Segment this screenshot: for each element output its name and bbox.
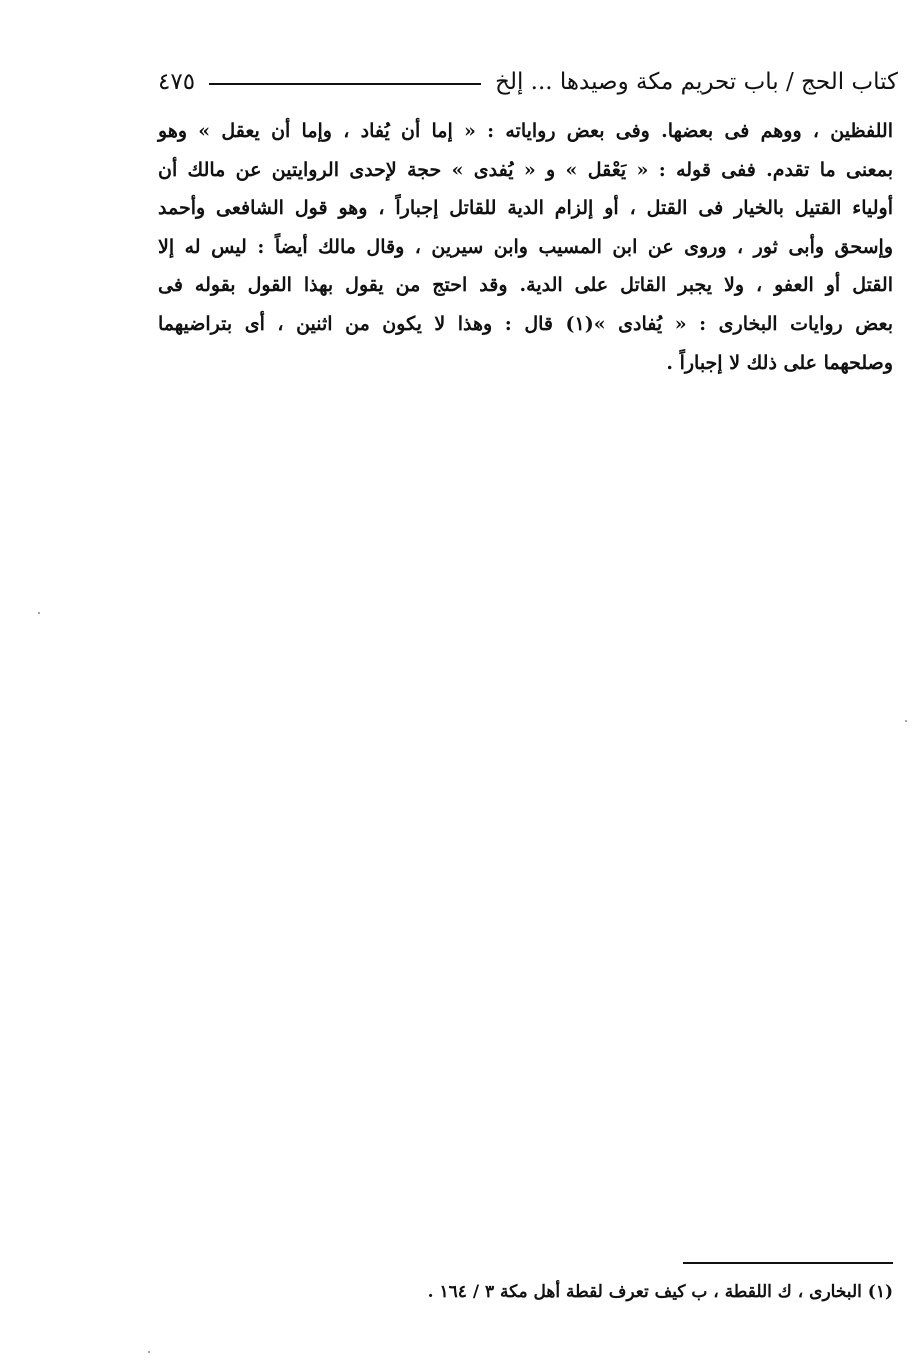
text-line: وإسحق وأبى ثور ، وروى عن ابن المسيب وابن سيرين ، وقال مالك أيضاً : ليس له إلا [158,235,893,258]
page-header [158,62,898,102]
scan-speck [905,720,907,722]
text-line: بمعنى ما تقدم. ففى قوله : « يَعْقل » و « يُفدى » حجة لإحدى الروايتين عن مالك أن [158,158,893,181]
text-line: القتل أو العفو ، ولا يجبر القاتل على الدية. وقد احتج من يقول بهذا القول بقوله فى [158,274,893,297]
text-line: اللفظين ، ووهم فى بعضها. وفى بعض رواياته : « إما أن يُفاد ، وإما أن يعقل » وهو [158,120,893,142]
header-rule [209,83,481,85]
footnote: (١) البخارى ، ك اللقطة ، ب كيف تعرف لقطة أهل مكة ٣ / ١٦٤ . [427,1282,893,1302]
text-line: بعض روايات البخارى : « يُفادى »(١) قال : وهذا لا يكون من اثنين ، أى بتراضيهما [158,312,893,335]
page-number: ٤٧٥ [158,69,196,95]
body-text [158,112,893,382]
running-title: كتاب الحج / باب تحريم مكة وصيدها ... إلخ [495,69,898,95]
footnote-rule [683,1262,893,1264]
text-line: وصلحهما على ذلك لا إجباراً . [666,351,893,374]
text-line: أولياء القتيل بالخيار فى القتل ، أو إلزام الدية للقاتل إجباراً ، وهو قول الشافعى وأحمد [158,197,893,220]
scan-speck [148,1351,150,1353]
scan-speck [38,612,40,614]
